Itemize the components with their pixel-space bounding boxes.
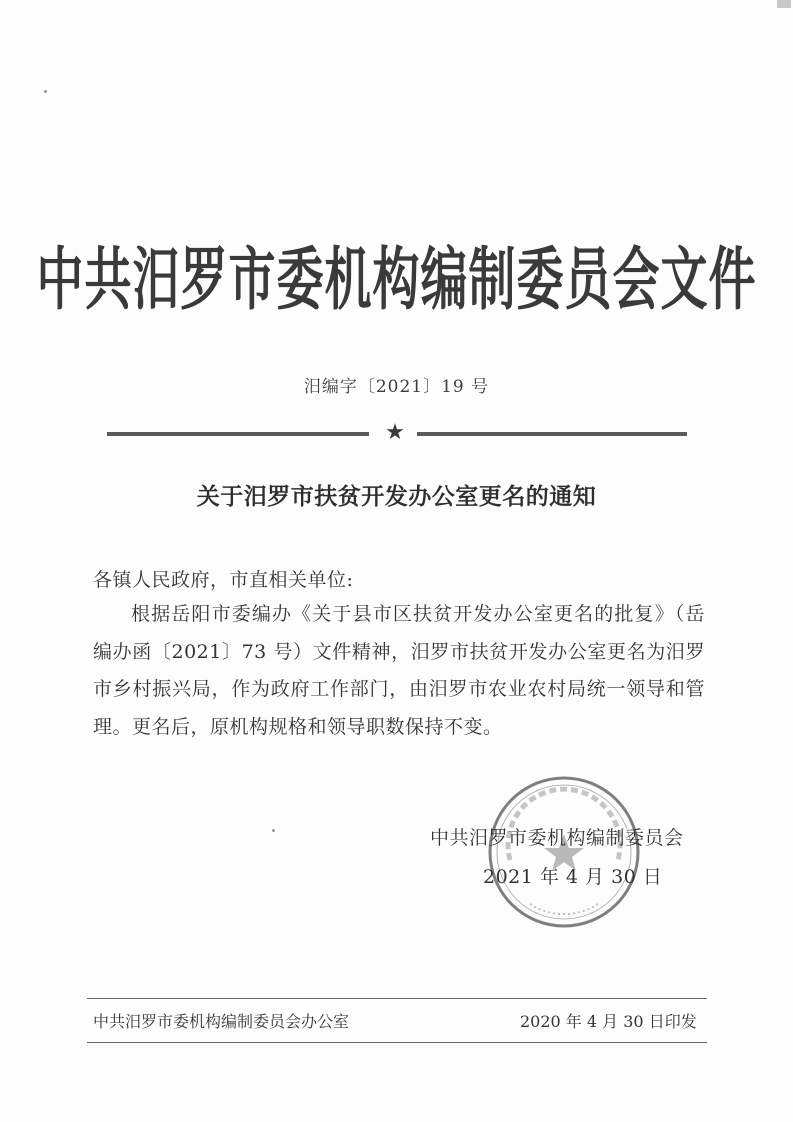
divider-line-right <box>417 432 687 436</box>
header-divider <box>107 420 687 445</box>
salutation: 各镇人民政府，市直相关单位: <box>93 569 354 591</box>
notice-body: 根据岳阳市委编办《关于县市区扶贫开发办公室更名的批复》（岳编办函〔2021〕73 号）文件精神，汨罗市扶贫开发办公室更名为汨罗市乡村振兴局，作为政府工作部门，由汨罗市农业农村局统一领导和管理。更名后，原机构规格和领导职数保持不变。 <box>93 603 705 738</box>
scan-edge-mark <box>777 0 791 8</box>
footer-issuer: 中共汨罗市委机构编制委员会办公室 <box>93 1012 350 1031</box>
footer-issue-date: 2020 年 4 月 30 日印发 <box>520 1012 697 1031</box>
footer-divider-top <box>87 998 707 999</box>
signature-date: 2021 年 4 月 30 日 <box>483 866 663 888</box>
scan-speck <box>44 90 47 93</box>
star-icon: ★ <box>385 420 405 445</box>
footer-divider-bottom <box>87 1042 707 1043</box>
official-seal-icon <box>484 772 644 932</box>
signature-organization: 中共汨罗市委机构编制委员会 <box>430 827 684 849</box>
document-header-title: 中共汨罗市委机构编制委员会文件 <box>36 240 757 321</box>
document-number: 汨编字〔2021〕19 号 <box>303 377 490 397</box>
notice-title: 关于汨罗市扶贫开发办公室更名的通知 <box>196 484 597 510</box>
divider-line-left <box>107 432 369 436</box>
scan-speck <box>272 829 275 832</box>
